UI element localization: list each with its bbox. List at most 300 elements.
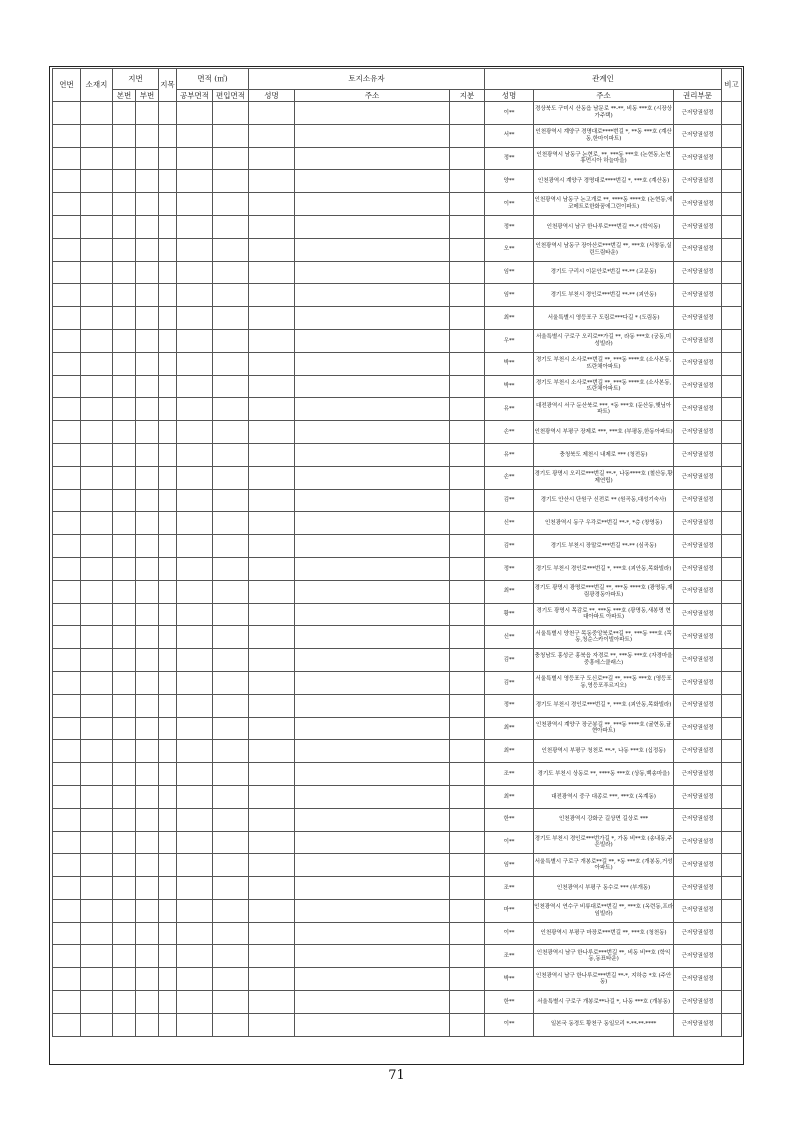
empty-cell <box>450 398 485 421</box>
remarks-cell <box>722 603 742 626</box>
empty-cell <box>295 626 450 649</box>
empty-cell <box>213 603 249 626</box>
empty-cell <box>450 147 485 170</box>
stakeholder-name-cell: 우** <box>485 329 534 352</box>
empty-cell <box>53 626 81 649</box>
empty-cell <box>213 1013 249 1036</box>
empty-cell <box>249 968 295 991</box>
stakeholder-address-cell: 서울특별시 구로구 개봉로**길 **, *동 ***호 (개봉동,거성아파트) <box>534 854 674 877</box>
empty-cell <box>213 398 249 421</box>
stakeholder-address-cell: 경상북도 구미시 산동읍 남문로 **-**, 비동 ***호 (시장상가주택) <box>534 102 674 125</box>
empty-cell <box>113 899 136 922</box>
right-type-cell: 근저당권설정 <box>674 398 722 421</box>
stakeholder-address-cell: 인천광역시 남동구 논고개로 **, ****동 ****호 (논현동,에코메트로한화꿈에그린이파트) <box>534 193 674 216</box>
empty-cell <box>177 329 213 352</box>
stakeholder-name-cell: 양** <box>485 170 534 193</box>
remarks-cell <box>722 170 742 193</box>
empty-cell <box>53 740 81 763</box>
empty-cell <box>81 899 113 922</box>
register-body <box>53 102 742 1037</box>
stakeholder-name-cell: 최** <box>485 580 534 603</box>
remarks-cell <box>722 717 742 740</box>
empty-cell <box>213 740 249 763</box>
stakeholder-name-cell: 최** <box>485 717 534 740</box>
empty-cell <box>177 603 213 626</box>
empty-cell <box>159 489 177 512</box>
right-type-cell: 근저당권설정 <box>674 808 722 831</box>
right-type-cell: 근저당권설정 <box>674 489 722 512</box>
empty-cell <box>136 375 159 398</box>
empty-cell <box>159 443 177 466</box>
empty-cell <box>81 945 113 968</box>
empty-cell <box>213 193 249 216</box>
empty-cell <box>177 763 213 786</box>
empty-cell <box>177 740 213 763</box>
stakeholder-name-cell: 정** <box>485 215 534 238</box>
empty-cell <box>113 284 136 307</box>
empty-cell <box>295 193 450 216</box>
stakeholder-address-cell: 인천광역시 남구 한나루로***번길 **-* (학익동) <box>534 215 674 238</box>
empty-cell <box>113 626 136 649</box>
empty-cell <box>113 466 136 489</box>
empty-cell <box>177 557 213 580</box>
empty-cell <box>249 740 295 763</box>
remarks-cell <box>722 307 742 330</box>
empty-cell <box>177 102 213 125</box>
empty-cell <box>177 535 213 558</box>
empty-cell <box>177 991 213 1014</box>
empty-cell <box>295 580 450 603</box>
header-owner-address: 주소 <box>295 90 450 102</box>
empty-cell <box>113 102 136 125</box>
header-area: 면적 (㎡) <box>177 69 249 90</box>
empty-cell <box>295 899 450 922</box>
header-sub-no: 부번 <box>136 90 159 102</box>
empty-cell <box>213 512 249 535</box>
remarks-cell <box>722 261 742 284</box>
empty-cell <box>295 398 450 421</box>
empty-cell <box>136 831 159 854</box>
empty-cell <box>249 215 295 238</box>
table-row <box>53 147 742 170</box>
right-type-cell: 근저당권설정 <box>674 443 722 466</box>
empty-cell <box>113 307 136 330</box>
empty-cell <box>81 535 113 558</box>
empty-cell <box>159 261 177 284</box>
empty-cell <box>450 352 485 375</box>
empty-cell <box>81 421 113 444</box>
right-type-cell: 근저당권설정 <box>674 740 722 763</box>
stakeholder-address-cell: 인천광역시 남동구 장아산로***번길 **, ***호 (서창동,실린드림타운) <box>534 238 674 261</box>
empty-cell <box>81 170 113 193</box>
header-incorporated-area: 편입면적 <box>213 90 249 102</box>
empty-cell <box>177 238 213 261</box>
empty-cell <box>113 193 136 216</box>
empty-cell <box>53 603 81 626</box>
empty-cell <box>295 170 450 193</box>
header-land-category: 지목 <box>159 69 177 102</box>
empty-cell <box>159 102 177 125</box>
empty-cell <box>213 626 249 649</box>
right-type-cell: 근저당권설정 <box>674 899 722 922</box>
stakeholder-name-cell: 한** <box>485 991 534 1014</box>
empty-cell <box>136 215 159 238</box>
empty-cell <box>53 466 81 489</box>
remarks-cell <box>722 421 742 444</box>
table-row <box>53 466 742 489</box>
remarks-cell <box>722 694 742 717</box>
empty-cell <box>136 489 159 512</box>
right-type-cell: 근저당권설정 <box>674 261 722 284</box>
empty-cell <box>159 763 177 786</box>
empty-cell <box>177 398 213 421</box>
header-location: 소재지 <box>81 69 113 102</box>
empty-cell <box>159 170 177 193</box>
empty-cell <box>213 284 249 307</box>
empty-cell <box>213 785 249 808</box>
table-row <box>53 603 742 626</box>
empty-cell <box>113 375 136 398</box>
header-right-type: 권리부문 <box>674 90 722 102</box>
empty-cell <box>159 740 177 763</box>
empty-cell <box>213 489 249 512</box>
empty-cell <box>295 307 450 330</box>
empty-cell <box>53 512 81 535</box>
empty-cell <box>53 831 81 854</box>
remarks-cell <box>722 899 742 922</box>
table-row <box>53 899 742 922</box>
empty-cell <box>136 421 159 444</box>
empty-cell <box>295 1013 450 1036</box>
stakeholder-name-cell: 이** <box>485 1013 534 1036</box>
empty-cell <box>450 170 485 193</box>
empty-cell <box>249 763 295 786</box>
empty-cell <box>81 968 113 991</box>
empty-cell <box>136 193 159 216</box>
empty-cell <box>450 831 485 854</box>
empty-cell <box>159 535 177 558</box>
empty-cell <box>295 284 450 307</box>
stakeholder-name-cell: 김** <box>485 649 534 672</box>
stakeholder-name-cell: 신** <box>485 512 534 535</box>
empty-cell <box>53 649 81 672</box>
empty-cell <box>53 808 81 831</box>
right-type-cell: 근저당권설정 <box>674 215 722 238</box>
empty-cell <box>81 717 113 740</box>
empty-cell <box>177 580 213 603</box>
table-row <box>53 284 742 307</box>
empty-cell <box>159 991 177 1014</box>
empty-cell <box>295 945 450 968</box>
stakeholder-name-cell: 한** <box>485 808 534 831</box>
empty-cell <box>113 261 136 284</box>
empty-cell <box>213 443 249 466</box>
empty-cell <box>53 238 81 261</box>
empty-cell <box>53 968 81 991</box>
remarks-cell <box>722 398 742 421</box>
empty-cell <box>136 580 159 603</box>
empty-cell <box>249 466 295 489</box>
empty-cell <box>159 626 177 649</box>
right-type-cell: 근저당권설정 <box>674 945 722 968</box>
remarks-cell <box>722 443 742 466</box>
empty-cell <box>177 694 213 717</box>
empty-cell <box>136 261 159 284</box>
stakeholder-address-cell: 충청북도 제천시 내제로 *** (청전동) <box>534 443 674 466</box>
empty-cell <box>177 671 213 694</box>
empty-cell <box>81 215 113 238</box>
empty-cell <box>295 421 450 444</box>
stakeholder-address-cell: 경기도 광명시 광명로***번길 **, ***동 ****호 (광명동,재림광경동아파트) <box>534 580 674 603</box>
header-lot-no: 지번 <box>113 69 159 90</box>
empty-cell <box>213 215 249 238</box>
empty-cell <box>249 671 295 694</box>
empty-cell <box>113 671 136 694</box>
empty-cell <box>81 466 113 489</box>
empty-cell <box>213 763 249 786</box>
empty-cell <box>81 626 113 649</box>
empty-cell <box>177 785 213 808</box>
empty-cell <box>213 580 249 603</box>
stakeholder-name-cell: 최** <box>485 740 534 763</box>
header-main-no: 본번 <box>113 90 136 102</box>
stakeholder-name-cell: 박** <box>485 352 534 375</box>
empty-cell <box>249 991 295 1014</box>
empty-cell <box>249 261 295 284</box>
table-row <box>53 261 742 284</box>
empty-cell <box>113 147 136 170</box>
empty-cell <box>159 557 177 580</box>
stakeholder-address-cell: 인천광역시 남동구 논현로, **, ***동 ***호 (논현동,논현휴먼시아 하늘마을) <box>534 147 674 170</box>
empty-cell <box>136 398 159 421</box>
empty-cell <box>295 854 450 877</box>
remarks-cell <box>722 580 742 603</box>
header-stakeholder-address: 주소 <box>534 90 674 102</box>
empty-cell <box>113 443 136 466</box>
table-row <box>53 398 742 421</box>
stakeholder-address-cell: 서울특별시 영등포구 도신로**길 **, ***동 ***호 (영등포동,영등포푸르지오) <box>534 671 674 694</box>
empty-cell <box>136 352 159 375</box>
empty-cell <box>213 329 249 352</box>
header-stakeholder-name: 성명 <box>485 90 534 102</box>
stakeholder-address-cell: 경기도 부천시 소사로**번길 **, ***동 ****호 (소사본동,뜨란채아파트) <box>534 352 674 375</box>
stakeholder-name-cell: 손** <box>485 421 534 444</box>
empty-cell <box>159 466 177 489</box>
table-row <box>53 102 742 125</box>
empty-cell <box>213 991 249 1014</box>
empty-cell <box>136 740 159 763</box>
empty-cell <box>213 717 249 740</box>
stakeholder-address-cell: 인천광역시 남구 한나루로***번길 **, 비동 비**호 (학익동,동표타운) <box>534 945 674 968</box>
empty-cell <box>113 649 136 672</box>
stakeholder-address-cell: 경기도 부천시 상동로 **, ****동 ***호 (상동,백송마을) <box>534 763 674 786</box>
stakeholder-address-cell: 인천광역시 남구 한나루로***번길 **-*, 지하층 *호 (주안동) <box>534 968 674 991</box>
empty-cell <box>81 329 113 352</box>
empty-cell <box>113 694 136 717</box>
remarks-cell <box>722 238 742 261</box>
stakeholder-name-cell: 유** <box>485 443 534 466</box>
empty-cell <box>81 808 113 831</box>
empty-cell <box>113 922 136 945</box>
table-row <box>53 124 742 147</box>
empty-cell <box>113 831 136 854</box>
empty-cell <box>136 329 159 352</box>
table-row <box>53 991 742 1014</box>
right-type-cell: 근저당권설정 <box>674 1013 722 1036</box>
empty-cell <box>113 124 136 147</box>
right-type-cell: 근저당권설정 <box>674 694 722 717</box>
empty-cell <box>136 102 159 125</box>
empty-cell <box>249 124 295 147</box>
empty-cell <box>450 671 485 694</box>
empty-cell <box>81 443 113 466</box>
empty-cell <box>213 147 249 170</box>
empty-cell <box>136 626 159 649</box>
stakeholder-address-cell: 인천광역시 부평구 장제로 ***, ***호 (부평동,한동아파트) <box>534 421 674 444</box>
empty-cell <box>113 603 136 626</box>
stakeholder-name-cell: 유** <box>485 398 534 421</box>
empty-cell <box>295 740 450 763</box>
stakeholder-address-cell: 경기도 광명시 목감로 **, ***동 ***호 (광명동,새봉명 현대아파트 아파트) <box>534 603 674 626</box>
table-row <box>53 375 742 398</box>
table-row <box>53 580 742 603</box>
empty-cell <box>177 193 213 216</box>
empty-cell <box>81 557 113 580</box>
empty-cell <box>113 557 136 580</box>
empty-cell <box>249 854 295 877</box>
table-row <box>53 808 742 831</box>
empty-cell <box>159 603 177 626</box>
empty-cell <box>81 1013 113 1036</box>
empty-cell <box>295 329 450 352</box>
table-row <box>53 626 742 649</box>
empty-cell <box>159 307 177 330</box>
empty-cell <box>81 489 113 512</box>
right-type-cell: 근저당권설정 <box>674 284 722 307</box>
empty-cell <box>53 922 81 945</box>
empty-cell <box>81 740 113 763</box>
right-type-cell: 근저당권설정 <box>674 352 722 375</box>
empty-cell <box>53 557 81 580</box>
right-type-cell: 근저당권설정 <box>674 785 722 808</box>
remarks-cell <box>722 535 742 558</box>
empty-cell <box>53 489 81 512</box>
right-type-cell: 근저당권설정 <box>674 626 722 649</box>
stakeholder-address-cell: 경기도 안산시 단원구 신전로 ** (원곡동,대성기숙사) <box>534 489 674 512</box>
table-row <box>53 763 742 786</box>
empty-cell <box>213 649 249 672</box>
empty-cell <box>213 307 249 330</box>
empty-cell <box>113 535 136 558</box>
empty-cell <box>177 443 213 466</box>
empty-cell <box>159 284 177 307</box>
empty-cell <box>136 307 159 330</box>
empty-cell <box>113 877 136 900</box>
right-type-cell: 근저당권설정 <box>674 466 722 489</box>
table-row <box>53 238 742 261</box>
empty-cell <box>249 694 295 717</box>
right-type-cell: 근저당권설정 <box>674 147 722 170</box>
empty-cell <box>113 763 136 786</box>
stakeholder-name-cell: 박** <box>485 375 534 398</box>
empty-cell <box>249 147 295 170</box>
stakeholder-name-cell: 박** <box>485 968 534 991</box>
remarks-cell <box>722 854 742 877</box>
empty-cell <box>81 922 113 945</box>
empty-cell <box>159 215 177 238</box>
empty-cell <box>295 512 450 535</box>
empty-cell <box>159 375 177 398</box>
stakeholder-address-cell: 인천광역시 계양구 경명대로****번길 *, **동 ***호 (계산동,한마이파트) <box>534 124 674 147</box>
empty-cell <box>53 375 81 398</box>
stakeholder-address-cell: 인천광역시 부평구 동수로 *** (부개동) <box>534 877 674 900</box>
empty-cell <box>136 854 159 877</box>
empty-cell <box>81 512 113 535</box>
empty-cell <box>450 649 485 672</box>
right-type-cell: 근저당권설정 <box>674 717 722 740</box>
empty-cell <box>177 124 213 147</box>
empty-cell <box>81 671 113 694</box>
right-type-cell: 근저당권설정 <box>674 991 722 1014</box>
empty-cell <box>249 489 295 512</box>
table-row <box>53 352 742 375</box>
empty-cell <box>136 443 159 466</box>
header-official-area: 공부면적 <box>177 90 213 102</box>
empty-cell <box>249 102 295 125</box>
empty-cell <box>295 603 450 626</box>
empty-cell <box>53 421 81 444</box>
empty-cell <box>53 694 81 717</box>
right-type-cell: 근저당권설정 <box>674 831 722 854</box>
empty-cell <box>450 443 485 466</box>
empty-cell <box>136 284 159 307</box>
empty-cell <box>53 102 81 125</box>
remarks-cell <box>722 785 742 808</box>
empty-cell <box>249 603 295 626</box>
table-row <box>53 535 742 558</box>
empty-cell <box>113 945 136 968</box>
empty-cell <box>81 831 113 854</box>
empty-cell <box>113 329 136 352</box>
stakeholder-name-cell: 서** <box>485 124 534 147</box>
stakeholder-address-cell: 경기도 부천시 소사로**번길 **, ***동 ****호 (소사본동,뜨란채아파트) <box>534 375 674 398</box>
empty-cell <box>136 717 159 740</box>
stakeholder-address-cell: 인천광역시 강화군 길상면 길상로 *** <box>534 808 674 831</box>
empty-cell <box>113 238 136 261</box>
remarks-cell <box>722 193 742 216</box>
empty-cell <box>81 261 113 284</box>
empty-cell <box>249 808 295 831</box>
remarks-cell <box>722 877 742 900</box>
right-type-cell: 근저당권설정 <box>674 307 722 330</box>
stakeholder-name-cell: 임** <box>485 284 534 307</box>
empty-cell <box>159 831 177 854</box>
right-type-cell: 근저당권설정 <box>674 421 722 444</box>
remarks-cell <box>722 671 742 694</box>
empty-cell <box>53 945 81 968</box>
empty-cell <box>450 808 485 831</box>
table-row <box>53 831 742 854</box>
empty-cell <box>249 352 295 375</box>
empty-cell <box>213 922 249 945</box>
empty-cell <box>159 649 177 672</box>
empty-cell <box>213 557 249 580</box>
empty-cell <box>136 763 159 786</box>
empty-cell <box>295 535 450 558</box>
remarks-cell <box>722 831 742 854</box>
empty-cell <box>136 945 159 968</box>
stakeholder-name-cell: 황** <box>485 603 534 626</box>
